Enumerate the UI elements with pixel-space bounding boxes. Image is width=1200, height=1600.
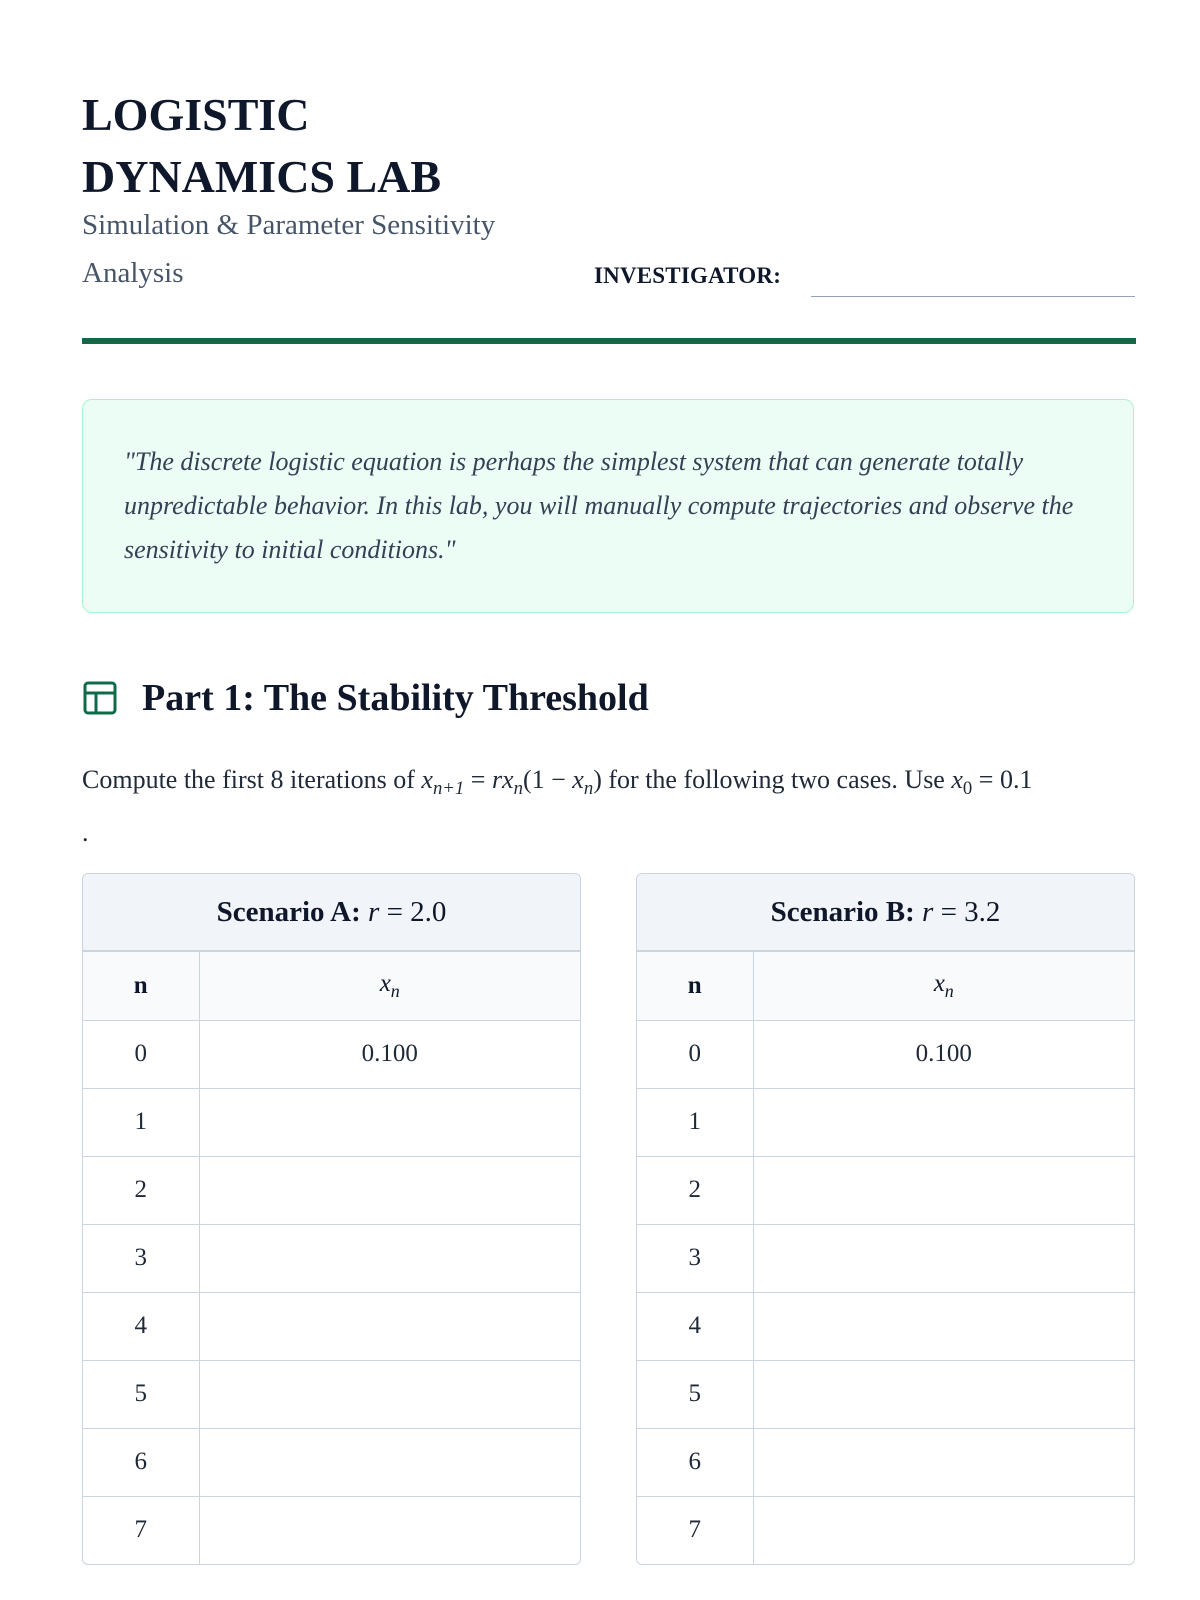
n-cell: 2 — [83, 1156, 199, 1224]
xn-answer-cell[interactable] — [753, 1156, 1134, 1224]
instructions-middle: for the following two cases. Use — [608, 765, 945, 794]
table-row — [83, 1088, 580, 1156]
n-cell: 7 — [637, 1496, 753, 1564]
table-row — [637, 1360, 1134, 1428]
xn-answer-cell[interactable] — [199, 1224, 580, 1292]
xn-answer-cell[interactable] — [199, 1088, 580, 1156]
xn-answer-cell[interactable] — [199, 1292, 580, 1360]
xn-answer-cell[interactable] — [753, 1496, 1134, 1564]
x0-value: 0.1 — [999, 765, 1033, 794]
column-header-xn: $x_n$ — [753, 952, 1134, 1020]
table-row — [83, 1428, 580, 1496]
n-cell: 5 — [83, 1360, 199, 1428]
part1-instructions — [82, 758, 1136, 855]
table-row — [637, 1156, 1134, 1224]
instructions-prefix: Compute the first 8 iterations of — [82, 765, 415, 794]
intro-quote: "The discrete logistic equation is perhaps the simplest system that can generate totally unpredictable behavior. In this lab, you will manually compute trajectories and observe the sensitivity to initial conditions." — [124, 447, 1074, 564]
n-cell: 4 — [83, 1292, 199, 1360]
table-row — [83, 1360, 580, 1428]
initial-condition: $x_0 = 0.1$ — [951, 765, 1033, 800]
scenario-a-table — [82, 873, 581, 1565]
page-title — [82, 84, 602, 208]
column-header-n: n — [637, 952, 753, 1020]
n-cell: 7 — [83, 1496, 199, 1564]
table-row — [637, 1020, 1134, 1088]
instructions-suffix: . — [82, 818, 89, 848]
header-divider — [82, 338, 1136, 344]
table-row — [83, 1224, 580, 1292]
title-line-2: DYNAMICS LAB — [82, 151, 442, 202]
column-header-xn: $x_n$ — [199, 952, 580, 1020]
part1-heading — [82, 670, 649, 726]
scenario-b-r-value: 3.2 — [964, 895, 1001, 928]
scenario-a-label: Scenario A: — [216, 895, 361, 928]
xn-answer-cell[interactable] — [199, 1496, 580, 1564]
table-row — [637, 1496, 1134, 1564]
n-cell: 2 — [637, 1156, 753, 1224]
scenario-a-r-value: 2.0 — [410, 895, 447, 928]
investigator-field[interactable] — [811, 296, 1135, 297]
logistic-map-formula: $x_{n+1} = rx_n(1 - x_n)$ — [421, 765, 602, 800]
xn-answer-cell[interactable] — [753, 1360, 1134, 1428]
scenario-b-header: Scenario B: r = 3.2 — [637, 874, 1134, 952]
table-row — [83, 1156, 580, 1224]
table-row — [83, 1292, 580, 1360]
n-cell: 6 — [637, 1428, 753, 1496]
table-row — [83, 1020, 580, 1088]
scenario-b-label: Scenario B: — [770, 895, 915, 928]
xn-cell: 0.100 — [753, 1020, 1134, 1088]
table-row — [637, 1224, 1134, 1292]
xn-answer-cell[interactable] — [753, 1088, 1134, 1156]
n-cell: 5 — [637, 1360, 753, 1428]
n-cell: 6 — [83, 1428, 199, 1496]
n-cell: 0 — [83, 1020, 199, 1088]
column-header-n: n — [83, 952, 199, 1020]
table-icon — [82, 680, 118, 716]
scenario-a-header: Scenario A: r = 2.0 — [83, 874, 580, 952]
xn-answer-cell[interactable] — [199, 1360, 580, 1428]
table-row — [637, 1292, 1134, 1360]
n-cell: 3 — [83, 1224, 199, 1292]
n-cell: 1 — [637, 1088, 753, 1156]
xn-answer-cell[interactable] — [199, 1428, 580, 1496]
table-row — [83, 1496, 580, 1564]
n-cell: 4 — [637, 1292, 753, 1360]
title-line-1: LOGISTIC — [82, 89, 310, 140]
n-cell: 3 — [637, 1224, 753, 1292]
n-cell: 1 — [83, 1088, 199, 1156]
scenario-b-grid — [637, 952, 1134, 1564]
table-row — [637, 1088, 1134, 1156]
table-row — [637, 1428, 1134, 1496]
scenario-a-grid — [83, 952, 580, 1564]
xn-answer-cell[interactable] — [753, 1428, 1134, 1496]
xn-answer-cell[interactable] — [753, 1292, 1134, 1360]
page-subtitle: Simulation & Parameter Sensitivity Analysis — [82, 209, 496, 289]
part1-title: Part 1: The Stability Threshold — [142, 677, 649, 719]
xn-cell: 0.100 — [199, 1020, 580, 1088]
n-cell: 0 — [637, 1020, 753, 1088]
investigator-label: INVESTIGATOR: — [594, 263, 782, 288]
xn-answer-cell[interactable] — [753, 1224, 1134, 1292]
xn-answer-cell[interactable] — [199, 1156, 580, 1224]
intro-callout — [82, 399, 1134, 613]
scenario-b-table — [636, 873, 1135, 1565]
